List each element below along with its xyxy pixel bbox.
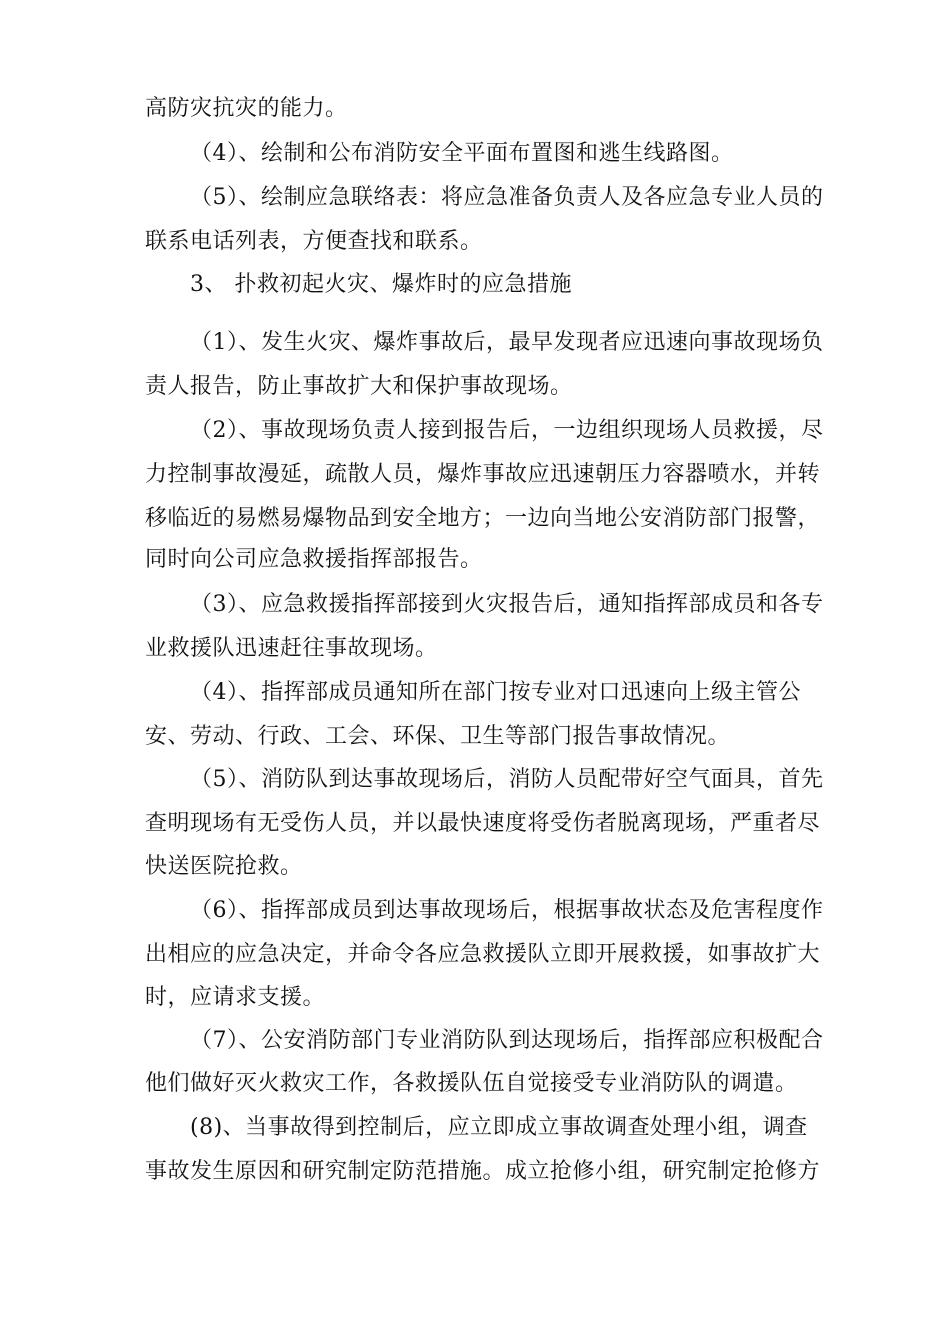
text-line: 责人报告，防止事故扩大和保护事故现场。 xyxy=(145,374,573,399)
text-line: （5）、消防队到达事故现场后，消防人员配带好空气面具，首先 xyxy=(190,767,824,792)
section-heading: 3、 扑救初起火灾、爆炸时的应急措施 xyxy=(190,272,572,297)
text-line: （1）、发生火灾、爆炸事故后，最早发现者应迅速向事故现场负 xyxy=(190,330,824,355)
text-line: 移临近的易燃易爆物品到安全地方；一边向当地公安消防部门报警， xyxy=(145,506,821,531)
text-line: （4）、绘制和公布消防安全平面布置图和逃生线路图。 xyxy=(190,141,734,166)
text-line: 高防灾抗灾的能力。 xyxy=(145,96,348,121)
text-line: 安、劳动、行政、工会、环保、卫生等部门报告事故情况。 xyxy=(145,724,731,749)
text-line: 时，应请求支援。 xyxy=(145,985,326,1010)
text-line: （2）、事故现场负责人接到报告后，一边组织现场人员救援，尽 xyxy=(190,418,824,443)
text-line: 查明现场有无受伤人员，并以最快速度将受伤者脱离现场，严重者尽 xyxy=(145,811,821,836)
text-line: （4）、指挥部成员通知所在部门按专业对口迅速向上级主管公 xyxy=(190,680,801,705)
text-line: 快送医院抢救。 xyxy=(145,854,303,879)
text-line: 联系电话列表，方便查找和联系。 xyxy=(145,229,483,254)
text-line: 出相应的应急决定，并命令各应急救援队立即开展救援，如事故扩大 xyxy=(145,942,821,967)
text-line: 事故发生原因和研究制定防范措施。成立抢修小组，研究制定抢修方 xyxy=(145,1159,821,1184)
text-line: （6）、指挥部成员到达事故现场后，根据事故状态及危害程度作 xyxy=(190,898,824,923)
text-line: （7）、公安消防部门专业消防队到达现场后，指挥部应积极配合 xyxy=(190,1028,824,1053)
text-line: (8)、当事故得到控制后，应立即成立事故调查处理小组，调查 xyxy=(190,1115,808,1140)
text-line: 业救援队迅速赶往事故现场。 xyxy=(145,636,438,661)
text-line: （3）、应急救援指挥部接到火灾报告后，通知指挥部成员和各专 xyxy=(190,592,824,617)
text-line: （5）、绘制应急联络表：将应急准备负责人及各应急专业人员的 xyxy=(190,185,824,210)
text-line: 他们做好灭火救灾工作，各救援队伍自觉接受专业消防队的调遣。 xyxy=(145,1071,798,1096)
text-line: 力控制事故漫延，疏散人员，爆炸事故应迅速朝压力容器喷水，并转 xyxy=(145,462,821,487)
text-line: 同时向公司应急救援指挥部报告。 xyxy=(145,547,483,572)
